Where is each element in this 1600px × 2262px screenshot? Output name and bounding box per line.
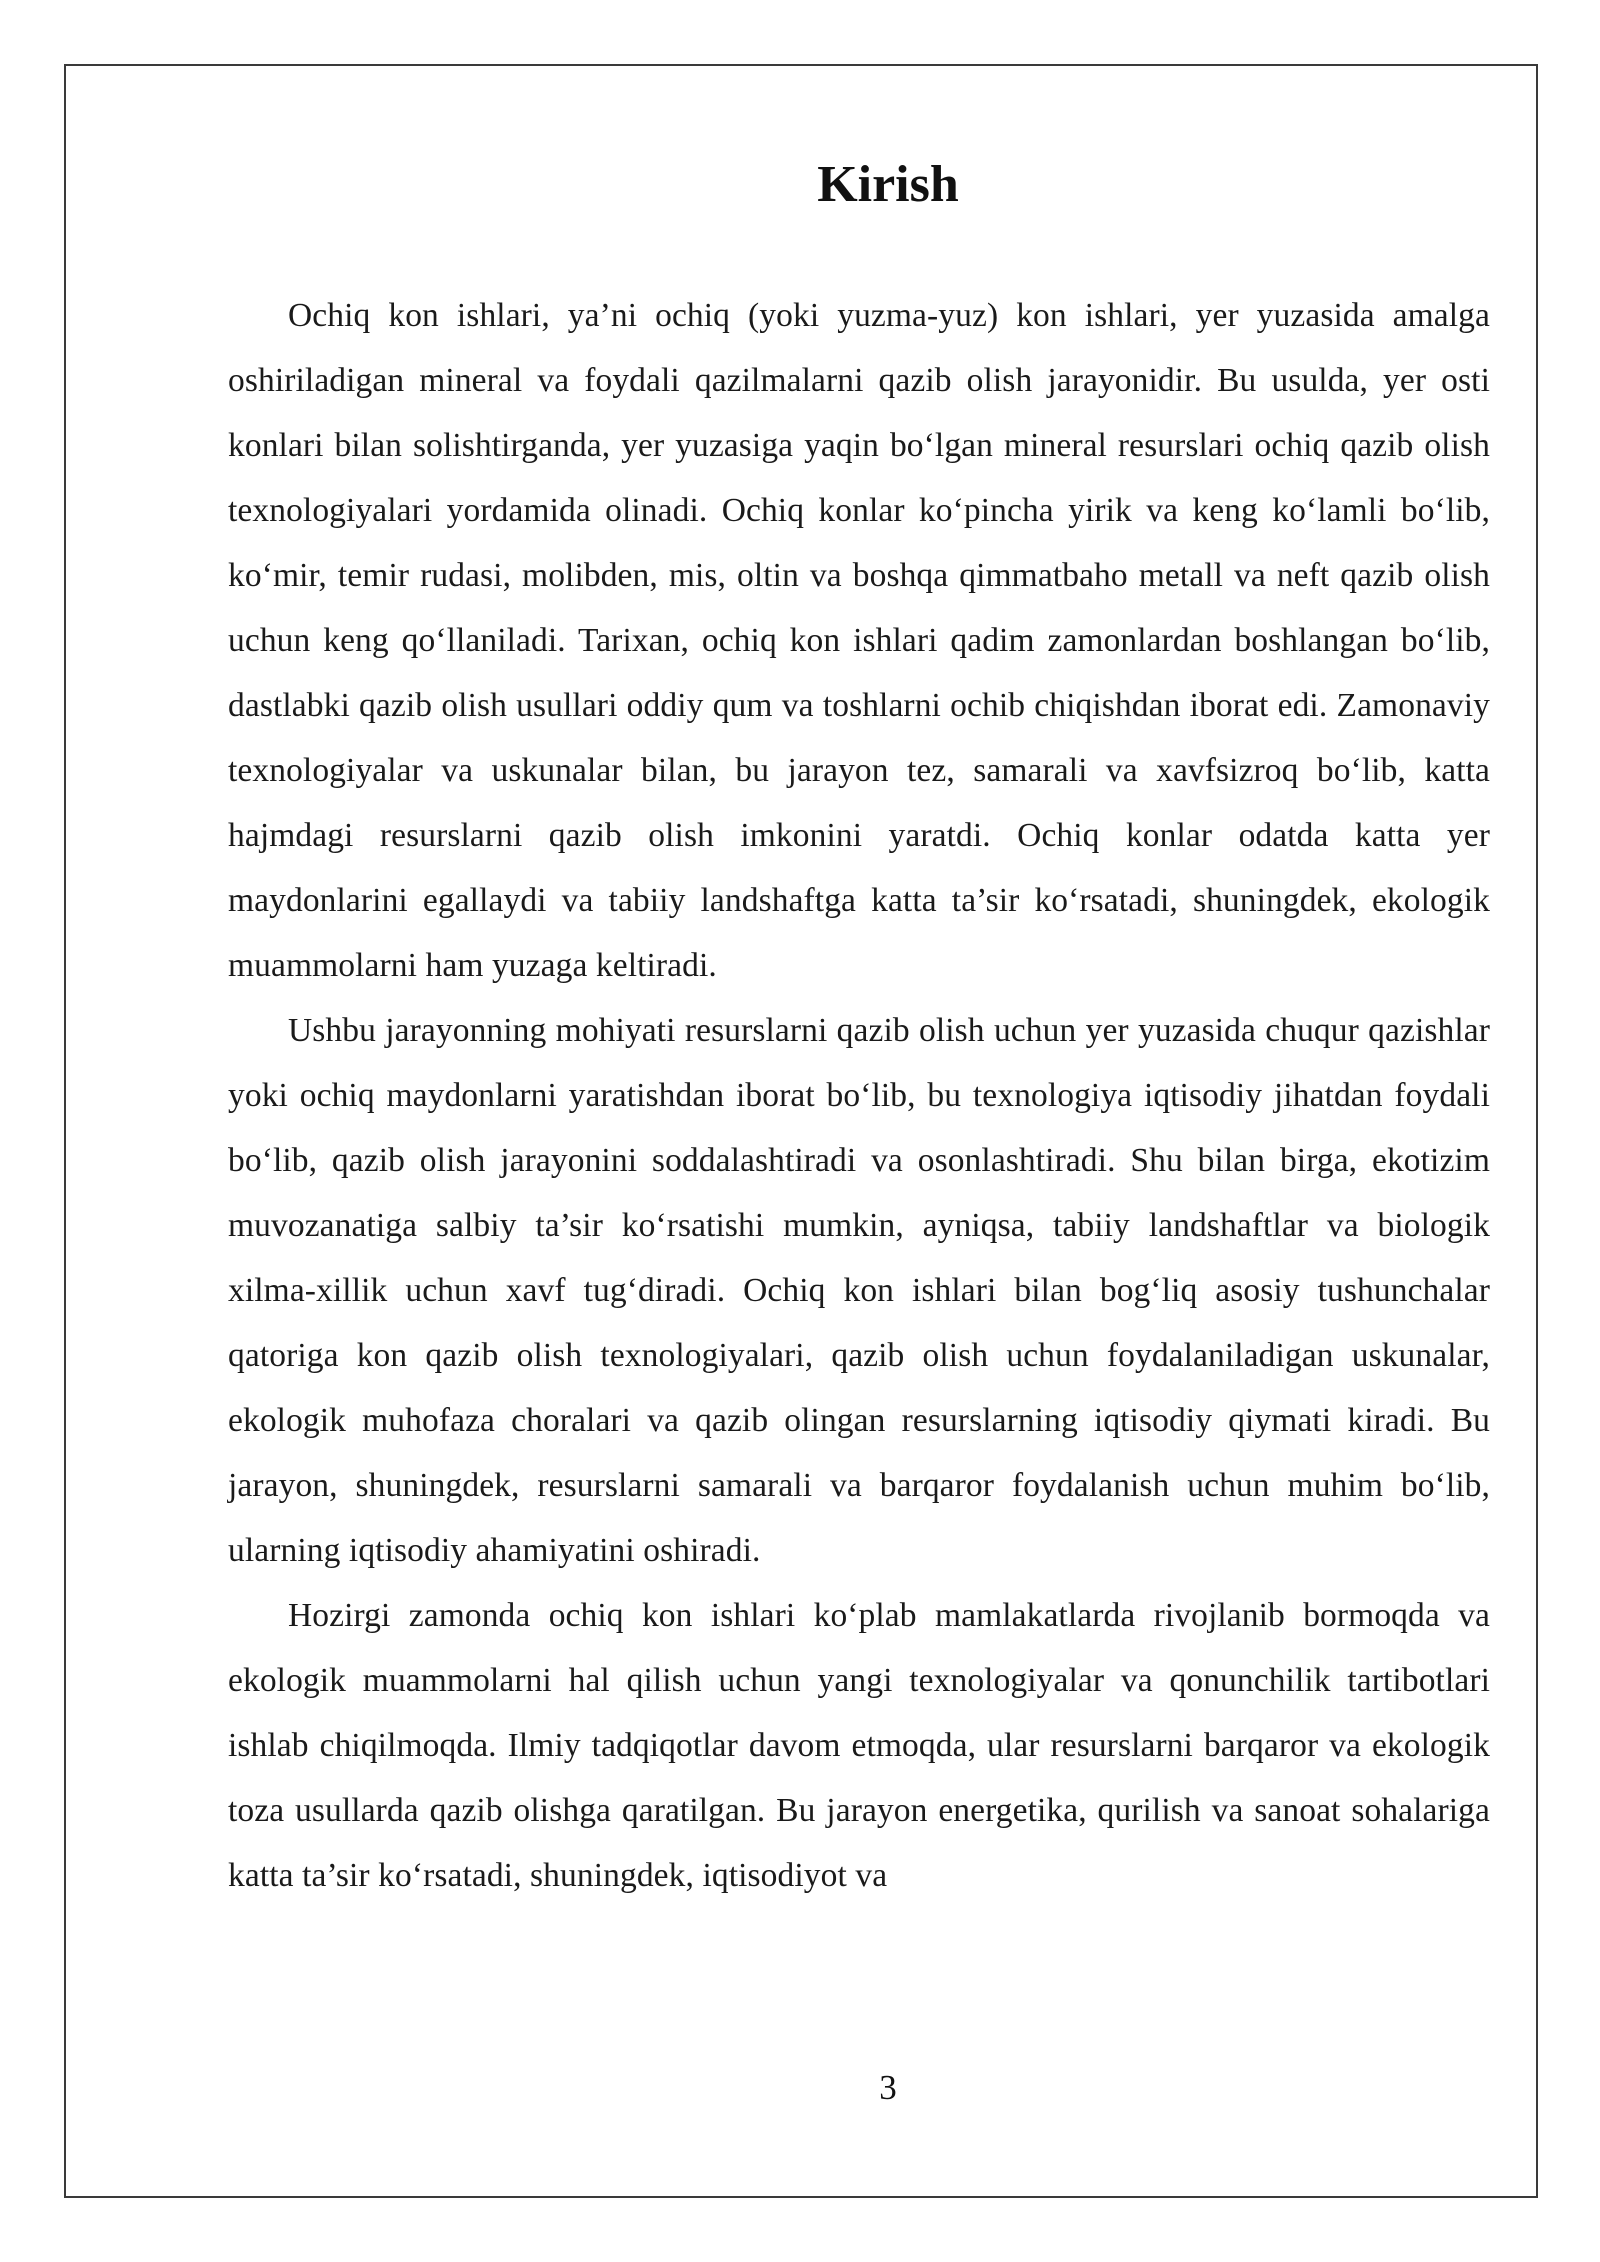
paragraph-3: Hozirgi zamonda ochiq kon ishlari ko‘plab mamlakatlarda rivojlanib bormoqda va ekologik muammolarni hal qilish uchun yangi texnologiyalar va qonunchilik tartibotlari ishlab chiqilmoqda. Ilmiy tadqiqotlar davom etmoqda, ular resurslarni barqaror va ekologik toza usullarda qazib olishga qaratilgan. Bu jarayon energetika, qurilish va sanoat sohalariga katta ta’sir ko‘rsatadi, shuningdek, iqtisodiyot va xyxy=(228,1597,1490,1894)
document-body xyxy=(228,283,1490,1908)
page-number: 3 xyxy=(879,2068,897,2107)
page-title: Kirish xyxy=(817,156,959,213)
paragraph-1: Ochiq kon ishlari, ya’ni ochiq (yoki yuzma-yuz) kon ishlari, yer yuzasida amalga oshiriladigan mineral va foydali qazilmalarni qazib olish jarayonidir. Bu usulda, yer osti konlari bilan solishtirganda, yer yuzasiga yaqin bo‘lgan mineral resurslari ochiq qazib olish texnologiyalari yordamida olinadi. Ochiq konlar ko‘pincha yirik va keng ko‘lamli bo‘lib, ko‘mir, temir rudasi, molibden, mis, oltin va boshqa qimmatbaho metall va neft qazib olish uchun keng qo‘llaniladi. Tarixan, ochiq kon ishlari qadim zamonlardan boshlangan bo‘lib, dastlabki qazib olish usullari oddiy qum va toshlarni ochib chiqishdan iborat edi. Zamonaviy texnologiyalar va uskunalar bilan, bu jarayon tez, samarali va xavfsizroq bo‘lib, katta hajmdagi resurslarni qazib olish imkonini yaratdi. Ochiq konlar odatda katta yer maydonlarini egallaydi va tabiiy landshaftga katta ta’sir ko‘rsatadi, shuningdek, ekologik muammolarni ham yuzaga keltiradi. xyxy=(228,297,1490,984)
paragraph-2: Ushbu jarayonning mohiyati resurslarni qazib olish uchun yer yuzasida chuqur qazishlar yoki ochiq maydonlarni yaratishdan iborat bo‘lib, bu texnologiya iqtisodiy jihatdan foydali bo‘lib, qazib olish jarayonini soddalashtiradi va osonlashtiradi. Shu bilan birga, ekotizim muvozanatiga salbiy ta’sir ko‘rsatishi mumkin, ayniqsa, tabiiy landshaftlar va biologik xilma-xillik uchun xavf tug‘diradi. Ochiq kon ishlari bilan bog‘liq asosiy tushunchalar qatoriga kon qazib olish texnologiyalari, qazib olish uchun foydalaniladigan uskunalar, ekologik muhofaza choralari va qazib olingan resurslarning iqtisodiy qiymati kiradi. Bu jarayon, shuningdek, resurslarni samarali va barqaror foydalanish uchun muhim bo‘lib, ularning iqtisodiy ahamiyatini oshiradi. xyxy=(228,1012,1490,1569)
